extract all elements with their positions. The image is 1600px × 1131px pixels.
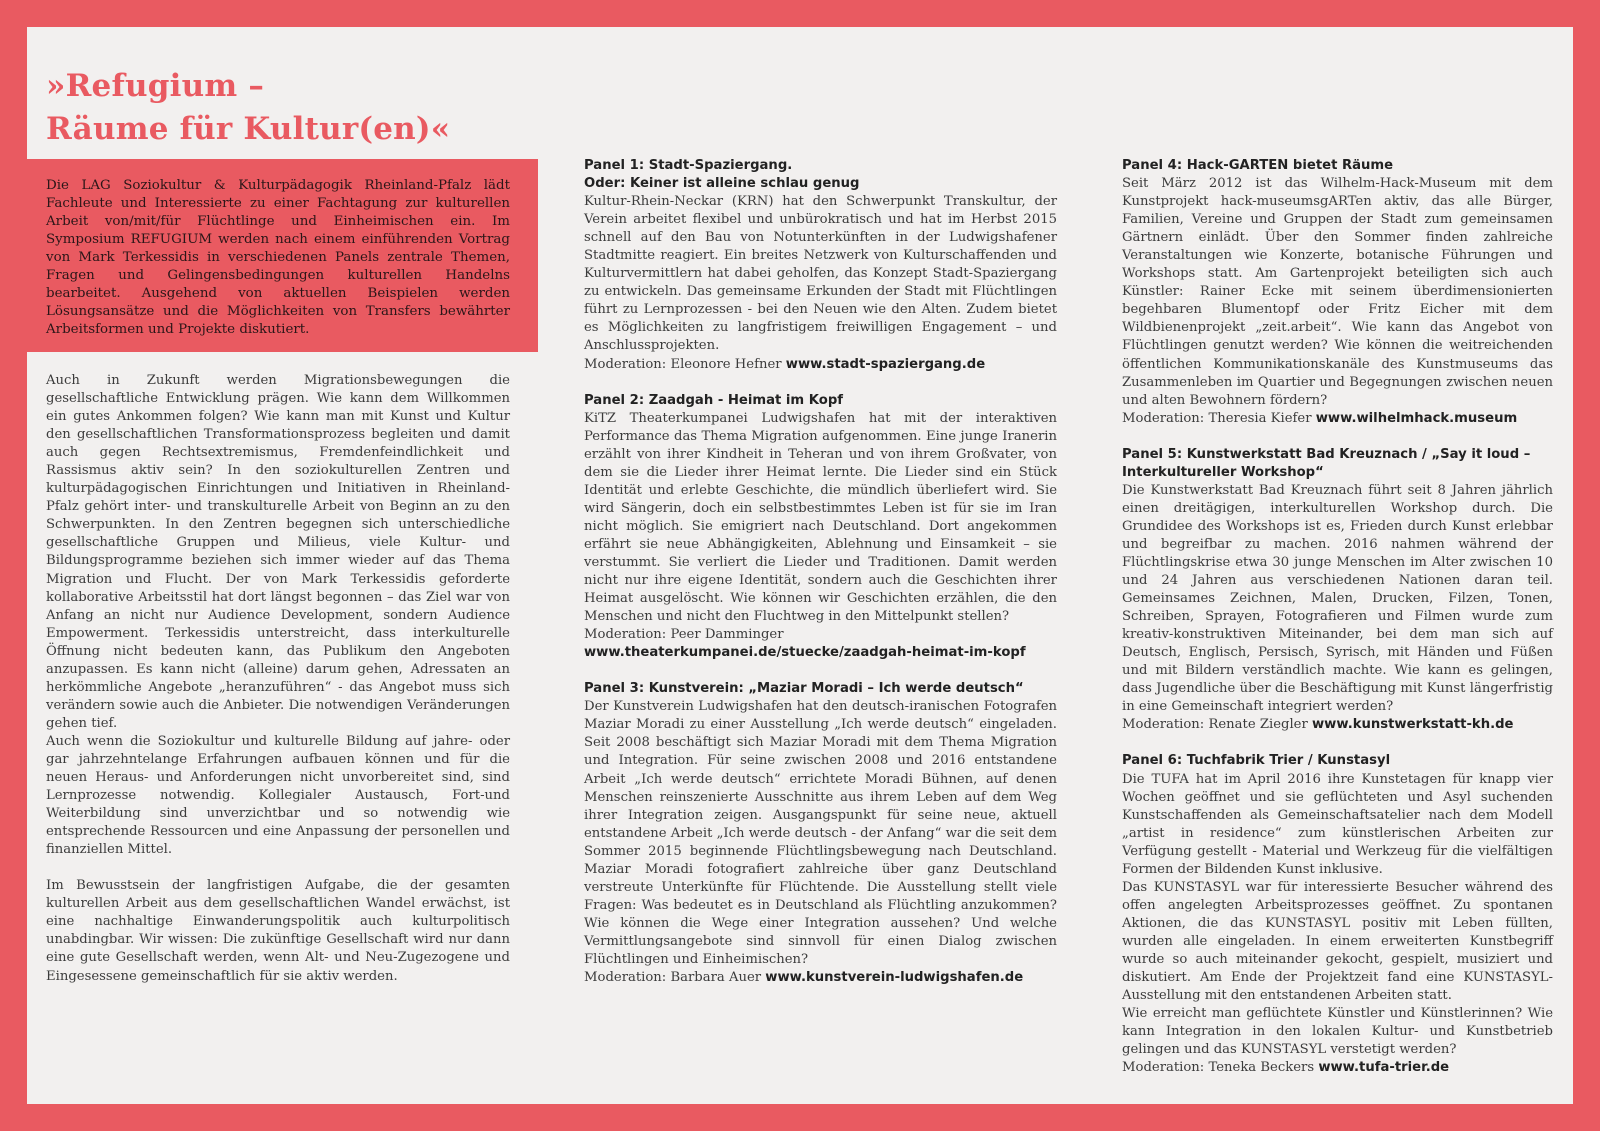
title-line-2: Räume für Kultur(en)« (46, 111, 451, 147)
paragraph-gap (46, 859, 510, 877)
panel-1-subtitle: Oder: Keiner ist alleine schlau genug (584, 176, 860, 192)
panel-5 (1122, 446, 1553, 735)
title-line-1: »Refugium – (46, 68, 265, 104)
panel-5-moderation (1122, 716, 1553, 734)
panel-4-link[interactable]: www.wilhelmhack.museum (1315, 410, 1518, 426)
panel-5-title: Panel 5: Kunstwerkstatt Bad Kreuznach / „Say it loud – (1122, 446, 1531, 462)
body-paragraph-2: Auch wenn die Soziokultur und kulturelle Bildung auf jahre- oder gar jahrzehntelange Erfahrungen aufbauen können und für die neuen Heraus- und Anforderungen nicht unvorbereitet sind, sind Lernprozesse notwendig. Kollegialer Austausch, Fort-und Weiterbildung sind unverzichtbar und so notwendig wie entsprechende Ressourcen und eine Anpassung der personellen und finanziellen Mittel. (46, 733, 510, 858)
panel-6-text-2: Das KUNSTASYL war für interessierte Besucher während des offen angelegten Arbeitsprozesses geöffnet. Zu spontanen Aktionen, die das KUNSTASYL positiv mit Leben füllten, wurden alle eingeladen. In einem erweiterten Kunstbegriff wurde so auch miteinander gekocht, gespielt, musiziert und diskutiert. Am Ende der Projektzeit fand eine KUNSTASYL-Ausstellung mit den entstandenen Arbeiten statt. (1122, 879, 1553, 1004)
panel-5-link[interactable]: www.kunstwerkstatt-kh.de (1311, 717, 1514, 733)
panel-4 (1122, 157, 1553, 428)
panel-2-text: KiTZ Theaterkumpanei Ludwigshafen hat mit der interaktiven Performance das Thema Migration aufgenommen. Eine junge Iranerin erzählt von ihrer Kindheit in Teheran und von ihrem Großvater, von dem sie die Lieder ihrer Heimat lernte. Die Lieder sind ein Stück Identität und erlebte Geschichte, die mündlich überliefert wird. Sie wird Sängerin, doch ein selbstbestimmtes Leben ist für sie im Iran nicht möglich. Sie emigriert nach Deutschland. Dort angekommen erfährt sie neue Abhängigkeiten, Ablehnung und Einsamkeit – sie verstummt. Sie verliert die Lieder und Traditionen. Damit werden nicht nur ihre eigene Identität, sondern auch die Geschichten ihrer Heimat ausgelöscht. Wie können wir Geschichten erzählen, die den Menschen und nicht den Fluchtweg in den Mittelpunkt stellen? (584, 410, 1057, 625)
panel-6-moderator: Moderation: Teneka Beckers (1122, 1060, 1315, 1076)
panel-3-text: Der Kunstverein Ludwigshafen hat den deutsch-iranischen Fotografen Maziar Moradi zu einer Ausstellung „Ich werde deutsch“ eingeladen. Seit 2008 beschäftigt sich Maziar Moradi mit dem Thema Migration und Integration. Für seine zwischen 2008 und 2016 entstandene Arbeit „Ich werde deutsch“ errichtete Moradi Bühnen, auf denen Menschen reinszenierte Ausschnitte aus ihrem Leben auf dem Weg ihrer Integration zeigen. Ausgangspunkt für seine neue, aktuell entstandene Arbeit „Ich werde deutsch - der Anfang“ war die seit dem Sommer 2015 beginnende Flüchtlingsbewegung nach Deutschland. Maziar Moradi fotografiert zahlreiche über ganz Deutschland verstreute Unterkünfte für Flüchtende. Die Ausstellung stellt viele Fragen: Was bedeutet es in Deutschland als Flüchtling anzukommen? Wie können die Wege einer Integration aussehen? Und welche Vermittlungsangebote sind sinnvoll für einen Dialog zwischen Flüchtlingen und Einheimischen? (584, 699, 1057, 967)
intro-text: Die LAG Soziokultur & Kulturpädagogik Rheinland-Pfalz lädt Fachleute und Interessierte zu einer Fachtagung zur kulturellen Arbeit von/mit/für Flüchtlinge und Einheimischen ein. Im Symposium REFUGIUM werden nach einem einführenden Vortrag von Mark Terkessidis in verschiedenen Panels zentrale Themen, Fragen und Gelingensbedingungen kulturellen Handelns bearbeitet. Ausgehend von aktuellen Beispielen werden Lösungsansätze und die Möglichkeiten von Transfers bewährter Arbeitsformen und Projekte diskutiert. (46, 178, 510, 337)
panel-4-moderation (1122, 410, 1553, 428)
panel-6 (1122, 752, 1553, 1077)
body-paragraph-3: Im Bewusstsein der langfristigen Aufgabe, die der gesamten kulturellen Arbeit aus dem gesellschaftlichen Wandel erwächst, ist eine nachhaltige Einwanderungspolitik auch kulturpolitisch unabdingbar. Wir wissen: Die zukünftige Gesellschaft wird nur dann eine gute Gesellschaft werden, wenn Alt- und Neu-Zugezogene und Eingesessene gemeinschaftlich für sie aktiv werden. (46, 878, 510, 984)
panel-4-text: Seit März 2012 ist das Wilhelm-Hack-Museum mit dem Kunstprojekt hack-museumsgARTen aktiv, das alle Bürger, Familien, Vereine und Gruppen der Stadt zum gemeinsamen Gärtnern einlädt. Über den Sommer finden zahlreiche Veranstaltungen wie Konzerte, botanische Führungen und Workshops statt. Am Gartenprojekt beteiligten sich auch Künstler: Rainer Ecke mit seinem überdimensionierten begehbaren Blumentopf oder Fritz Eicher mit dem Wildbienenprojekt „zeit.arbeit“. Wie kann das Angebot von Flüchtlingen genutzt werden? Wie können die weitreichenden öffentlichen Kommunikationskanäle des Kunstmuseums das Zusammenleben im Quartier und Begegnungen zwischen neuen und alten Bewohnern fördern? (1122, 176, 1553, 408)
panels-column-right (1122, 157, 1553, 1095)
panel-3-title: Panel 3: Kunstverein: „Maziar Moradi – Ich werde deutsch“ (584, 681, 1024, 697)
panel-5-subtitle: Interkultureller Workshop“ (1122, 464, 1324, 480)
panel-4-title: Panel 4: Hack-GARTEN bietet Räume (1122, 158, 1394, 173)
panel-6-text-3: Wie erreicht man geflüchtete Künstler und Künstlerinnen? Wie kann Integration in den lokalen Kultur- und Kunstbetrieb gelingen und das KUNSTASYL verstetigt werden? (1122, 1006, 1553, 1058)
panel-3 (584, 680, 1057, 987)
panel-5-text: Die Kunstwerkstatt Bad Kreuznach führt seit 8 Jahren jährlich einen dreitägigen, interkulturellen Workshop durch. Die Grundidee des Workshops ist es, Frieden durch Kunst erlebbar und begreifbar zu machen. 2016 nahmen während der Flüchtlingskrise etwa 30 junge Menschen im Alter zwischen 10 und 24 Jahren aus verschiedenen Nationen daran teil. Gemeinsames Zeichnen, Malen, Drucken, Filzen, Tonen, Schreiben, Sprayen, Fotografieren und Filmen wurde zum kreativ-konstruktiven Miteinander, bei dem man sich auf Deutsch, Englisch, Persisch, Syrisch, mit Händen und Füßen und mit Bildern verständlich machte. Wie kann es gelingen, dass Jugendliche über die Beschäftigung mit Kunst längerfristig in eine Gemeinschaft integriert werden? (1122, 482, 1553, 715)
panel-3-moderator: Moderation: Barbara Auer (584, 970, 762, 986)
page-title (46, 65, 450, 151)
panels-column-middle (584, 157, 1057, 1005)
panel-2-title: Panel 2: Zaadgah - Heimat im Kopf (584, 392, 843, 408)
panel-1-moderator: Moderation: Eleonore Hefner (584, 356, 782, 372)
brochure-page (27, 27, 1573, 1104)
intro-box (27, 159, 538, 352)
panel-6-title: Panel 6: Tuchfabrik Trier / Kunstasyl (1122, 753, 1391, 769)
panel-1-link[interactable]: www.stadt-spaziergang.de (785, 356, 986, 372)
panel-6-moderation (1122, 1059, 1553, 1077)
panel-1-title: Panel 1: Stadt-Spaziergang. (584, 158, 793, 173)
panel-2-moderation: Moderation: Peer Damminger (584, 627, 784, 643)
body-paragraph-1: Auch in Zukunft werden Migrationsbewegungen die gesellschaftliche Entwicklung prägen. Wie kann dem Willkommen ein gutes Ankommen folgen? Wie kann man mit Kunst und Kultur den gesellschaftlichen Transformationsprozess begleiten und damit auch gegen Rechtsextremismus, Fremdenfeindlichkeit und Rassismus aktiv sein? In den soziokulturellen Zentren und kulturpädagogischen Einrichtungen und Initiativen in Rheinland-Pfalz gehört inter- und transkulturelle Arbeit von Beginn an zu den Schwerpunkten. In den Zentren begegnen sich unterschiedliche gesellschaftliche Gruppen und Milieus, viele Kultur- und Bildungsprogramme beziehen sich immer wieder auf das Thema Migration und Flucht. Der von Mark Terkessidis geforderte kollaborative Arbeitsstil hat dort längst begonnen – das Ziel war von Anfang an nicht nur Audience Development, sondern Audience Empowerment. Terkessidis unterstreicht, dass interkulturelle Öffnung nicht bedeuten kann, das Publikum den Angeboten anzupassen. Es kann nicht (alleine) darum gehen, Adressaten an herkömmliche Angebote „heranzuführen“ - das Angebot muss sich verändern sowie auch die Anbieter. Die notwendigen Veränderungen gehen tief. (46, 373, 510, 731)
panel-4-moderator: Moderation: Theresia Kiefer (1122, 410, 1312, 426)
panel-3-link[interactable]: www.kunstverein-ludwigshafen.de (765, 970, 1024, 986)
body-column (46, 372, 510, 986)
panel-2-link[interactable]: www.theaterkumpanei.de/stuecke/zaadgah-heimat-im-kopf (584, 645, 1026, 661)
panel-1 (584, 157, 1057, 374)
panel-5-moderator: Moderation: Renate Ziegler (1122, 717, 1308, 733)
panel-1-moderation (584, 356, 1057, 374)
panel-2 (584, 392, 1057, 663)
panel-6-link[interactable]: www.tufa-trier.de (1318, 1060, 1450, 1076)
panel-1-text: Kultur-Rhein-Neckar (KRN) hat den Schwerpunkt Transkultur, der Verein arbeitet flexibel und unbürokratisch und hat im Herbst 2015 schnell auf den Bau von Notunterkünften in der Ludwigshafener Stadtmitte reagiert. Ein breites Netzwerk von Kulturschaffenden und Kulturvermittlern hat dabei geholfen, das Konzept Stadt-Spaziergang zu entwickeln. Das gemeinsame Erkunden der Stadt mit Flüchtlingen führt zu Lernprozessen - bei den Neuen wie den Alten. Zudem bietet es Möglichkeiten zu langfristigem freiwilligen Engagement – und Anschlussprojekten. (584, 194, 1057, 354)
panel-6-text: Die TUFA hat im April 2016 ihre Kunstetagen für knapp vier Wochen geöffnet und sie geflüchteten und Asyl suchenden Kunstschaffenden als Gemeinschaftsatelier nach dem Modell „artist in residence“ zum künstlerischen Arbeiten zur Verfügung gestellt - Material und Werkzeug für die vielfältigen Formen der Bildenden Kunst inklusive. (1122, 771, 1553, 877)
panel-3-moderation (584, 969, 1057, 987)
